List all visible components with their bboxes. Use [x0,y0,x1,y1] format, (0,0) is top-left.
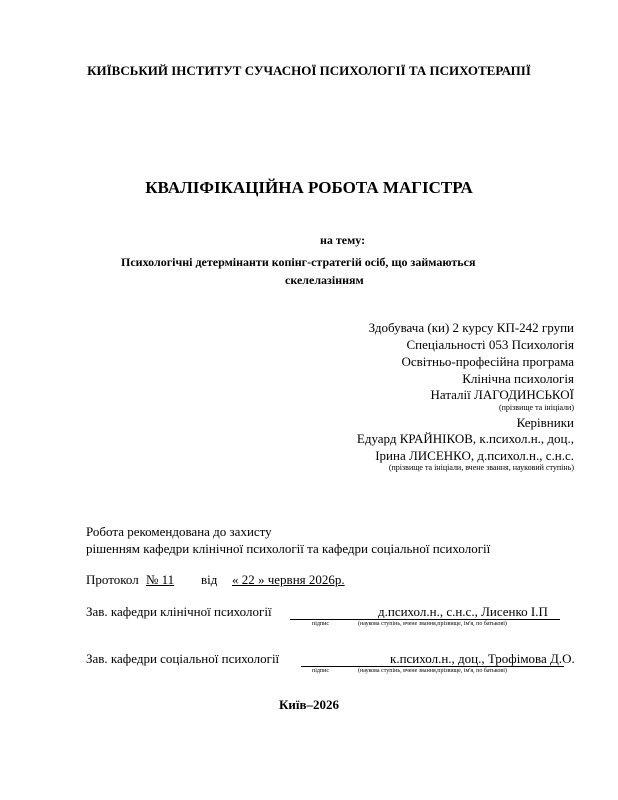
student-speciality: Спеціальності 053 Психологія [406,337,574,352]
head-social-label: Зав. кафедри соціальної психології [86,651,280,666]
supervisors-hint: (прізвище та ініціали, вчене звання, науковий ступінь) [388,463,574,472]
head-clinical-value: д.психол.н., с.н.с., Лисенко І.П [378,604,548,619]
student-program: Освітньо-професійна програма [401,354,574,369]
student-name: Наталії ЛАГОДИНСЬКОЇ [430,387,574,402]
supervisor-2: Ірина ЛИСЕНКО, д.психол.н., с.н.с. [375,448,574,463]
institute-name: КИЇВСЬКИЙ ІНСТИТУТ СУЧАСНОЇ ПСИХОЛОГІЇ ТА ПСИХОТЕРАПІЇ [87,63,531,78]
supervisor-1: Едуард КРАЙНІКОВ, к.психол.н., доц., [356,431,574,446]
student-name-hint: (прізвище та ініціали) [498,403,574,412]
head-clinical-sign-hint: підпис [312,621,330,627]
student-program-name: Клінічна психологія [462,371,574,386]
protocol-date: « 22 » червня 2026р. [232,572,345,587]
on-topic-label: на тему: [320,233,366,247]
topic-line-1: Психологічні детермінанти копінг-стратегій осіб, що займаються [121,255,476,269]
recommendation-line-1: Робота рекомендована до захисту [86,524,272,539]
protocol-number: № 11 [146,572,175,587]
supervisors-label: Керівники [516,415,574,430]
work-title: КВАЛІФІКАЦІЙНА РОБОТА МАГІСТРА [145,178,473,197]
topic-line-2: скелелазінням [285,273,364,287]
city-year: Київ–2026 [278,697,340,712]
head-social-sign-hint: підпис [312,668,330,674]
student-course: Здобувача (ки) 2 курсу КП-242 групи [368,320,574,335]
head-social-name-hint: (наукова ступінь, вчене звання,прізвище, ім'я, по батькові) [358,668,507,674]
head-clinical-name-hint: (наукова ступінь, вчене звання,прізвище, ім'я, по батькові) [358,621,507,627]
head-social-value: к.психол.н., доц., Трофімова Д.О. [390,651,575,666]
protocol-from: від [201,572,218,587]
recommendation-line-2: рішенням кафедри клінічної психології та кафедри соціальної психології [86,541,491,556]
protocol-label: Протокол [86,572,139,587]
head-clinical-label: Зав. кафедри клінічної психології [86,604,272,619]
